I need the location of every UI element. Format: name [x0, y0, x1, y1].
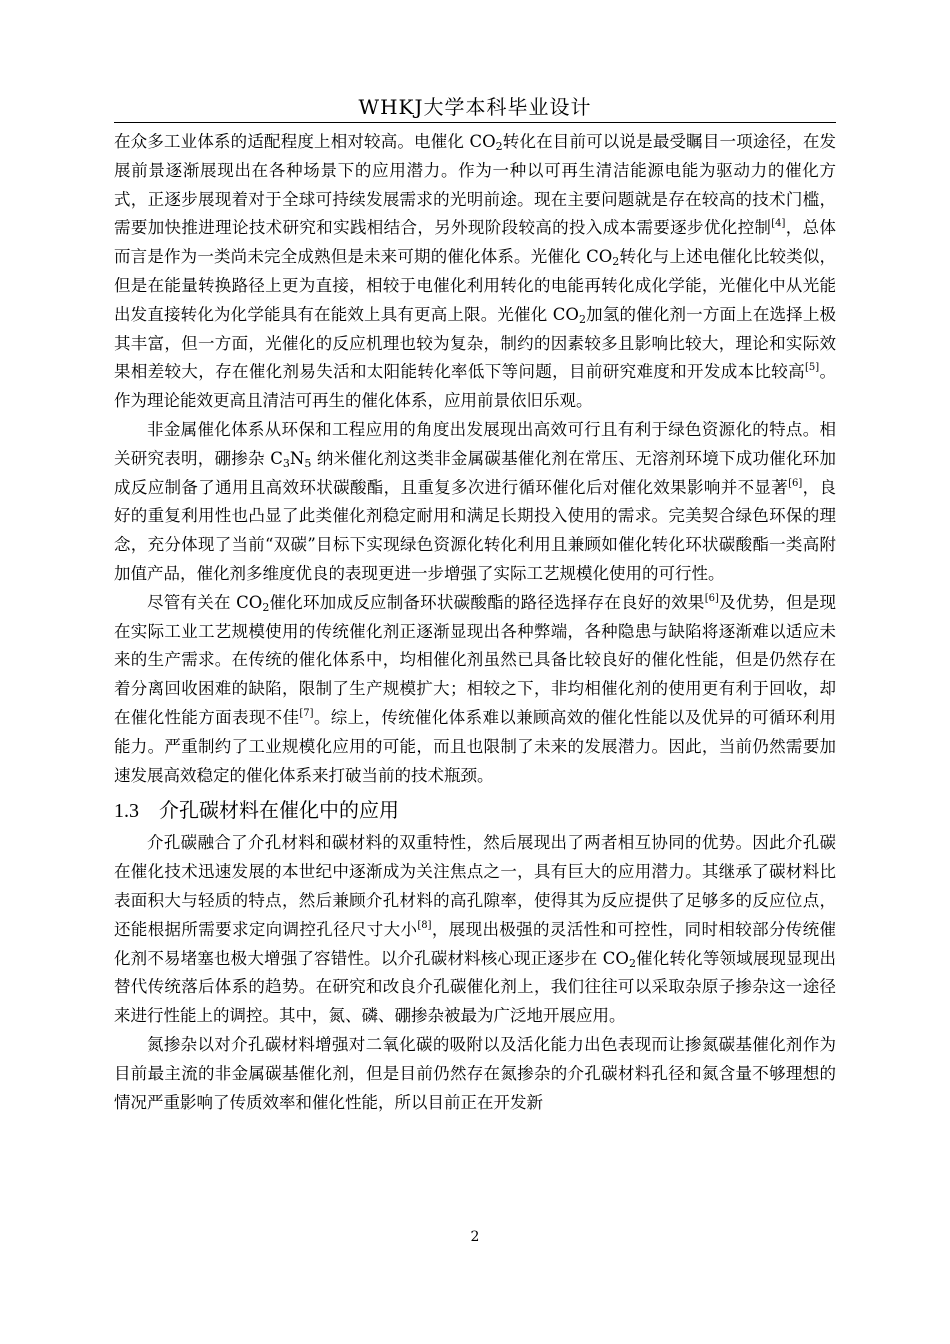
- paragraph-3: [114, 589, 836, 791]
- citation-ref: [8]: [417, 919, 432, 931]
- text: 转化在目前可以说是最受瞩目一项途径，在发展前景逐渐展现出在各种场景下的应用潜力。作为一种以可再生清洁能源电能为驱动力的催化方式，正逐步展现着对于全球可持续发展需求的光明前途。现在主要问题就是存在较高的技术门槛，需要加快推进理论技术研究和实践相结合，另外现阶段较高的投入成本需要逐步优化控制: [114, 132, 837, 238]
- text: 纳米催化剂这类非金属碳基催化剂在常压、无溶剂环境下成功催化环加成反应制备了通用且高效环状碳酸酯，且重复多次进行循环催化后对催化效果影响并不显著: [114, 448, 836, 497]
- section-title: 介孔碳材料在催化中的应用: [159, 798, 399, 823]
- text: 氮掺杂以对介孔碳材料增强对二氧化碳的吸附以及活化能力出色表现而让掺氮碳基催化剂作为目前最主流的非金属碳基催化剂，但是目前仍然存在氮掺杂的介孔碳材料孔径和氮含量不够理想的情况严重影响了传质效率和催化性能，所以目前正在开发新: [114, 1034, 836, 1112]
- text: 在众多工业体系的适配程度上相对较高。电催化 CO: [114, 132, 496, 151]
- text: ，总体而言是作为一类尚未完全成熟但是未来可期的催化体系。光催化 CO: [114, 218, 837, 267]
- header-title: WHKJ大学本科毕业设计: [358, 95, 592, 119]
- citation-ref: [4]: [771, 218, 786, 230]
- citation-ref: [6]: [788, 477, 803, 489]
- paragraph-1: [114, 128, 836, 416]
- text: 。综上，传统催化体系难以兼顾高效的催化性能以及优异的可循环利用能力。严重制约了工业规模化应用的可能，而且也限制了未来的发展潜力。因此，当前仍然需要加速发展高效稳定的催化体系来打破当前的技术瓶颈。: [114, 707, 837, 785]
- text: 非金属催化体系从环保和工程应用的角度出发展现出高效可行且有利于绿色资源化的特点。相关研究表明，硼掺杂 C: [114, 419, 836, 468]
- text: ，展现出极强的灵活性和可控性，同时相较部分传统催化剂不易堵塞也极大增强了容错性。以介孔碳材料核心现正逐步在 CO: [114, 919, 837, 968]
- paragraph-2: [114, 416, 836, 589]
- citation-ref: [7]: [299, 707, 314, 719]
- section-heading: [114, 795, 836, 826]
- text: 催化转化等领域展现显现出替代传统落后体系的趋势。在研究和改良介孔碳催化剂上，我们往往可以采取杂原子掺杂这一途径来进行性能上的调控。其中，氮、磷、硼掺杂被最为广泛地开展应用。: [114, 948, 836, 1026]
- text: 催化环加成反应制备环状碳酸酯的路径选择存在良好的效果: [269, 592, 705, 612]
- subscript: 2: [495, 140, 503, 153]
- citation-ref: [5]: [804, 362, 820, 374]
- subscript: 2: [262, 600, 270, 614]
- subscript: 2: [612, 255, 620, 269]
- page-header: [114, 92, 836, 123]
- text: 。作为理论能效更高且清洁可再生的催化体系，应用前景依旧乐观。: [114, 362, 837, 411]
- subscript: 2: [628, 956, 636, 970]
- text: 加氢的催化剂一方面上在选择上极其丰富，但一方面，光催化的反应机理也较为复杂，制约的因素较多且影响比较大，理论和实际效果相差较大，存在催化剂易失活和太阳能转化率低下等问题，目前研究难度和开发成本比较高: [114, 304, 837, 382]
- section-number: 1.3: [114, 800, 139, 823]
- citation-ref: [6]: [704, 592, 719, 604]
- subscript: 3: [282, 456, 290, 470]
- subscript: 2: [578, 312, 586, 326]
- text: ，良好的重复利用性也凸显了此类催化剂稳定耐用和满足长期投入使用的需求。完美契合绿色环保的理念，充分体现了当前“双碳”目标下实现绿色资源化转化利用且兼顾如催化转化环状碳酸酯一类高附加值产品，催化剂多维度优良的表现更进一步增强了实际工艺规模化使用的可行性。: [114, 477, 837, 583]
- text: 尽管有关在 CO: [147, 592, 263, 612]
- document-body: [114, 128, 836, 1117]
- paragraph-5: [114, 1031, 836, 1117]
- page-number: 2: [470, 1229, 480, 1245]
- text: N: [289, 448, 305, 468]
- text: 及优势，但是现在实际工业工艺规模使用的传统催化剂正逐渐显现出各种弊端，各种隐患与缺陷将逐渐难以适应未来的生产需求。在传统的催化体系中，均相催化剂虽然已具备比较良好的催化性能，但是仍然存在着分离回收困难的缺陷，限制了生产规模扩大；相较之下，非均相催化剂的使用更有利于回收，却在催化性能方面表现不佳: [114, 592, 837, 727]
- text: 转化与上述电催化比较类似，但是在能量转换路径上更为直接，相较于电催化利用转化的电能再转化成化学能，光催化中从光能出发直接转化为化学能具有在能效上具有更高上限。光催化 CO: [114, 247, 836, 324]
- paragraph-4: [114, 829, 836, 1031]
- subscript: 5: [304, 456, 312, 470]
- text: 介孔碳融合了介孔材料和碳材料的双重特性，然后展现出了两者相互协同的优势。因此介孔碳在催化技术迅速发展的本世纪中逐渐成为关注焦点之一，具有巨大的应用潜力。其继承了碳材料比表面积大与轻质的特点，然后兼顾介孔材料的高孔隙率，使得其为反应提供了足够多的反应位点，还能根据所需要求定向调控孔径尺寸大小: [114, 833, 836, 939]
